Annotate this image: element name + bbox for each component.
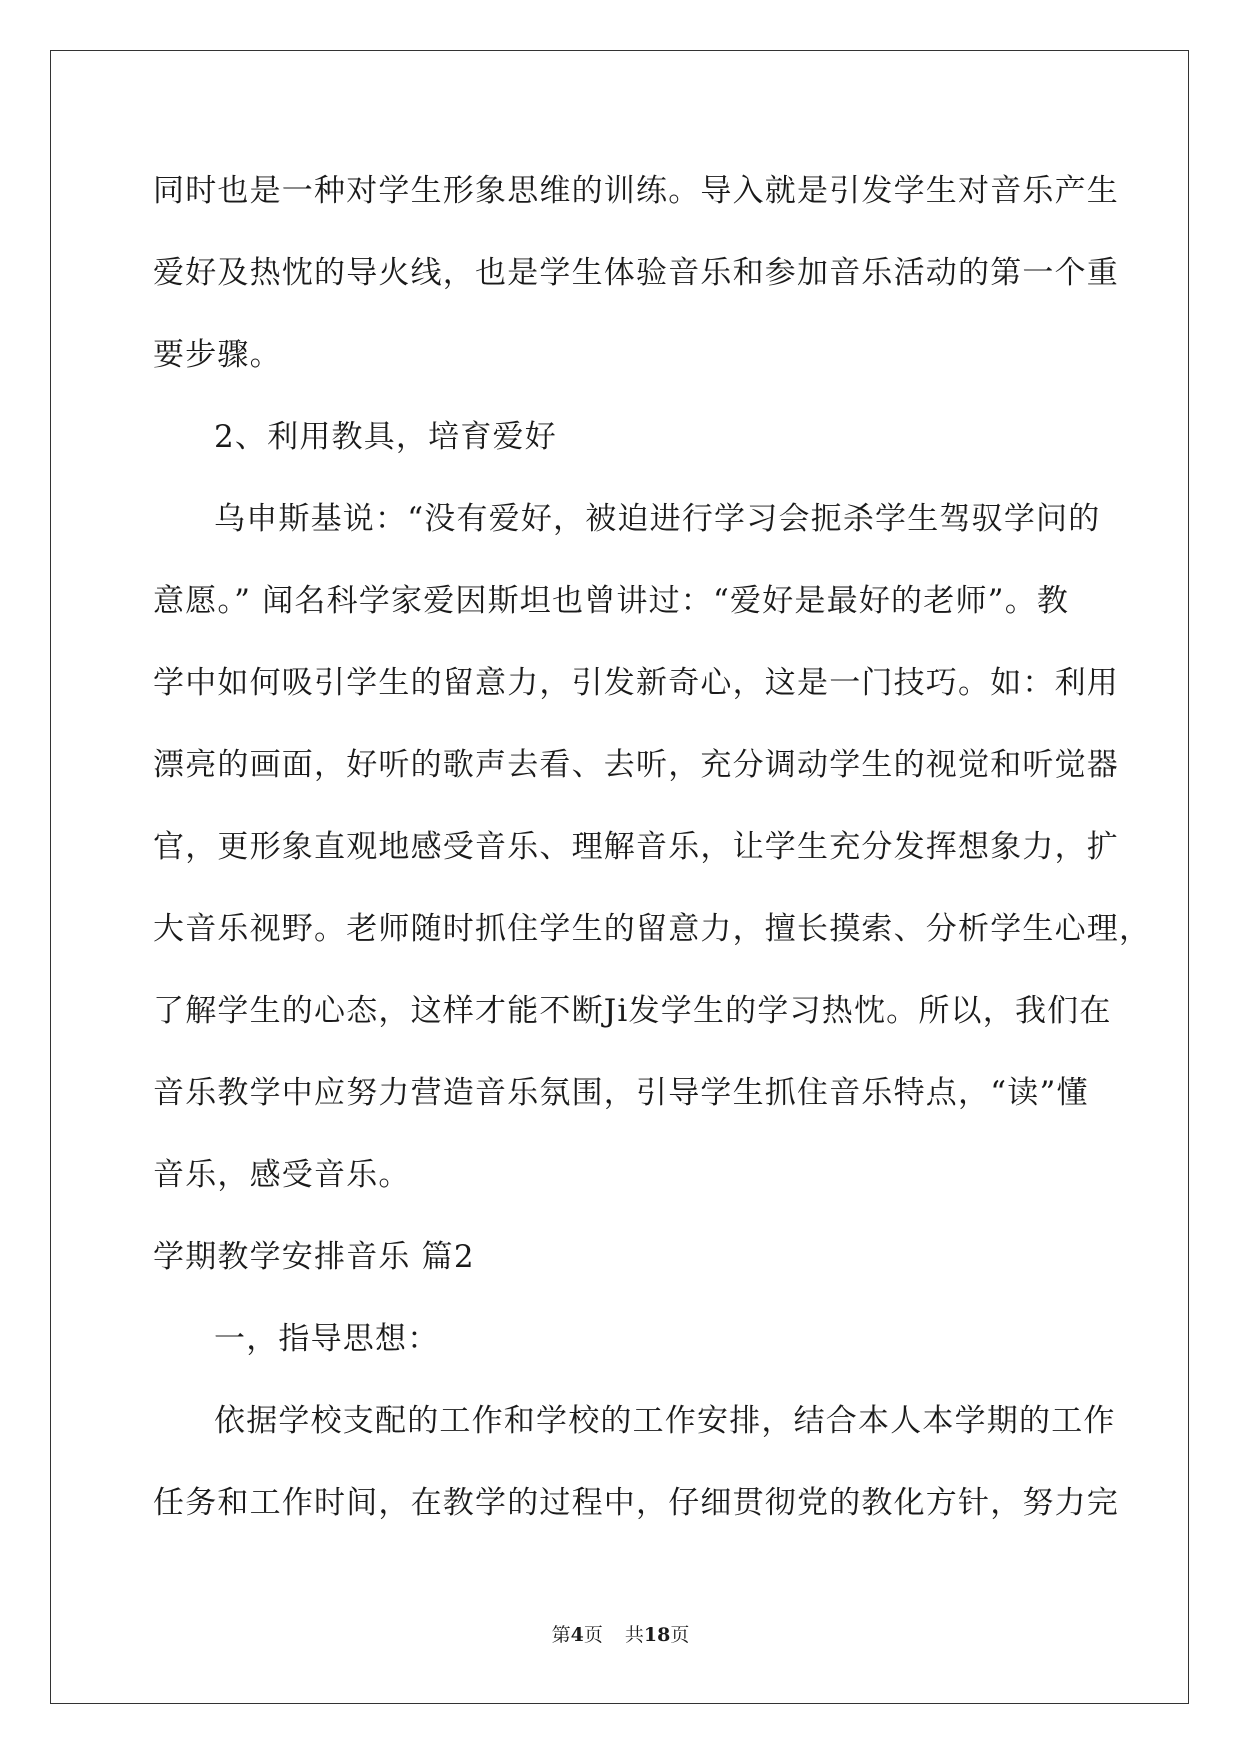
page-footer (0, 1620, 1241, 1647)
body-line: 了解学生的心态，这样才能不断Ji发学生的学习热忱。所以，我们在 (153, 993, 1112, 1029)
document-body (153, 160, 1152, 1554)
section-heading: 学期教学安排音乐 篇2 (153, 1239, 475, 1275)
subheading-2: 2、利用教具，培育爱好 (214, 419, 557, 455)
footer-page-number: 4 (570, 1624, 584, 1646)
footer-total-suffix: 页 (670, 1624, 690, 1646)
body-line: 官，更形象直观地感受音乐、理解音乐，让学生充分发挥想象力，扩 (153, 829, 1119, 865)
body-line: 音乐，感受音乐。 (153, 1157, 411, 1193)
footer-total-number: 18 (643, 1624, 671, 1646)
body-line: 依据学校支配的工作和学校的工作安排，结合本人本学期的工作 (214, 1403, 1116, 1439)
body-line: 漂亮的画面，好听的歌声去看、去听，充分调动学生的视觉和听觉器 (153, 747, 1119, 783)
footer-total-prefix: 共 (624, 1624, 644, 1646)
body-line: 同时也是一种对学生形象思维的训练。导入就是引发学生对音乐产生 (153, 173, 1119, 209)
body-line: 学中如何吸引学生的留意力，引发新奇心，这是一门技巧。如：利用 (153, 665, 1119, 701)
body-line: 意愿。” 闻名科学家爱因斯坦也曾讲过：“爱好是最好的老师”。教 (153, 583, 1070, 619)
body-line: 要步骤。 (153, 337, 282, 373)
body-line: 乌申斯基说：“没有爱好，被迫进行学习会扼杀学生驾驭学问的 (214, 501, 1101, 537)
footer-page-suffix: 页 (583, 1624, 603, 1646)
body-line: 大音乐视野。老师随时抓住学生的留意力，擅长摸索、分析学生心理， (153, 911, 1152, 947)
subheading-1: 一，指导思想： (214, 1321, 440, 1357)
body-line: 爱好及热忱的导火线，也是学生体验音乐和参加音乐活动的第一个重 (153, 255, 1119, 291)
footer-page-prefix: 第 (551, 1624, 571, 1646)
body-line: 音乐教学中应努力营造音乐氛围，引导学生抓住音乐特点，“读”懂 (153, 1075, 1089, 1111)
body-line: 任务和工作时间，在教学的过程中，仔细贯彻党的教化方针，努力完 (153, 1485, 1119, 1521)
